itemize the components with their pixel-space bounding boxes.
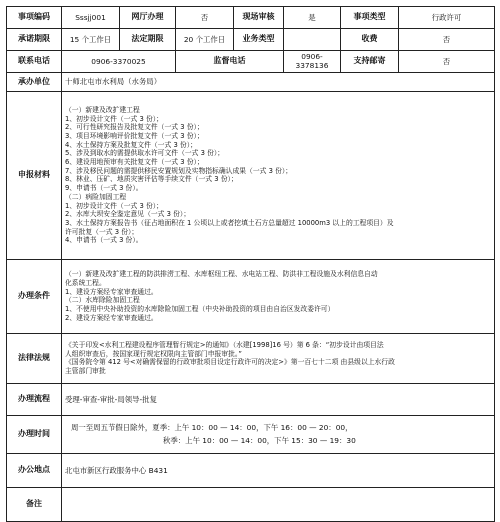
supervise-value: 0906-3378136 — [284, 51, 341, 73]
materials-line: 2、水库大坝安全鉴定意见（一式 3 份）； — [65, 210, 191, 219]
conditions-content — [62, 259, 495, 333]
materials-line: 1、初步设计文件（一式 3 份）； — [65, 201, 163, 210]
supervise-label: 监督电话 — [176, 51, 284, 73]
remark-value — [62, 487, 495, 521]
mail-label: 支持邮寄 — [341, 51, 399, 73]
materials-line: （一）新建及改扩建工程 — [65, 105, 140, 114]
law-content — [62, 333, 495, 383]
materials-line: 6、建设用地预审有关批复文件（一式 3 份）； — [65, 158, 204, 167]
materials-content — [62, 91, 495, 259]
legal-label: 法定期限 — [120, 29, 176, 51]
remark-label: 备注 — [7, 487, 62, 521]
materials-line: 5、涉及到取水的需提供取水许可文件（一式 3 份）； — [65, 149, 225, 158]
phone-value: 0906-3370025 — [62, 51, 176, 73]
row-address — [7, 453, 495, 487]
row-unit — [7, 72, 495, 91]
type-label: 事项类型 — [341, 7, 399, 29]
conditions-label: 办理条件 — [7, 259, 62, 333]
unit-value: 十师北屯市水利局（水务局） — [62, 72, 495, 91]
row-contacts — [7, 51, 495, 73]
conditions-line: （二）水库除险加固工程 — [65, 296, 140, 305]
materials-line: 3、水土保持方案报告书（征占地面积在 1 公顷以上或者挖填土石方总量超过 10000m3 以上的工程项目）及 — [65, 218, 394, 227]
row-materials — [7, 91, 495, 259]
materials-line: 许可批复（一式 3 份）； — [65, 227, 139, 236]
phone-label: 联系电话 — [7, 51, 62, 73]
hours-line-summer: 周一至周五节假日除外，夏季：上午 10：00 — 14：00，下午 16：00 — 20：00， — [71, 422, 353, 432]
row-remark — [7, 487, 495, 521]
item-info-table — [6, 6, 495, 522]
materials-line: 7、涉及移民问题的需提供移民安置规划及实物指标确认成果（一式 3 份）； — [65, 166, 293, 175]
law-line: 主管部门审批 — [65, 367, 106, 376]
process-label: 办理流程 — [7, 383, 62, 415]
conditions-line: 2、建设方案经专家审查通过。 — [65, 313, 158, 322]
onsite-value: 是 — [284, 7, 341, 29]
process-value: 受理-审查-审批-局领导-批复 — [62, 383, 495, 415]
materials-line: 9、申请书（一式 3 份）。 — [65, 184, 143, 193]
conditions-line: 化系统工程。 — [65, 279, 106, 288]
online-value: 否 — [176, 7, 234, 29]
law-line: 人组织审查后，按国家现行规定权限向主管部门申报审批。” — [65, 349, 242, 358]
law-line: 《关于印发<水利工程建设程序管理暂行规定>的通知》（水建[1998]16 号）第 6 条：“初步设计由项目法 — [65, 341, 384, 350]
law-label: 法律法规 — [7, 333, 62, 383]
hours-line-autumn: 秋季：上午 10：00 — 14：00，下午 15：30 — 19：30 — [163, 436, 356, 446]
law-line: 《国务院令第 412 号<对确需保留的行政审批项目设定行政许可的决定>》第一百七十二项 由县级以上水行政 — [65, 358, 395, 367]
hours-label: 办理时间 — [7, 415, 62, 453]
item-code-value: Sssjj001 — [62, 7, 120, 29]
row-conditions — [7, 259, 495, 333]
hours-content — [62, 415, 495, 453]
row-hours — [7, 415, 495, 453]
type-value: 行政许可 — [399, 7, 495, 29]
materials-line: 1、初步设计文件（一式 3 份）； — [65, 114, 163, 123]
fee-value: 否 — [399, 29, 495, 51]
promise-value: 15 个工作日 — [62, 29, 120, 51]
address-value: 北屯市新区行政服务中心 B431 — [62, 453, 495, 487]
mail-value: 否 — [399, 51, 495, 73]
item-code-label: 事项编码 — [7, 7, 62, 29]
materials-line: 4、申请书（一式 3 份）。 — [65, 236, 143, 245]
materials-line: 2、可行性研究报告及批复文件（一式 3 份）； — [65, 123, 204, 132]
fee-label: 收费 — [341, 29, 399, 51]
conditions-line: 1、不使用中央补助投资的水库除险加固工程（中央补助投资的项目由自治区发改委许可） — [65, 305, 335, 314]
materials-line: 8、林业、压矿、地质灾害评估等手续文件（一式 3 份）； — [65, 175, 238, 184]
unit-label: 承办单位 — [7, 72, 62, 91]
row-process — [7, 383, 495, 415]
row-law — [7, 333, 495, 383]
conditions-line: 1、建设方案经专家审查通过。 — [65, 287, 158, 296]
address-label: 办公地点 — [7, 453, 62, 487]
business-label: 业务类型 — [234, 29, 284, 51]
materials-line: 4、水土保持方案及批复文件（一式 3 份）； — [65, 140, 197, 149]
onsite-label: 现场审核 — [234, 7, 284, 29]
business-value — [284, 29, 341, 51]
row-header — [7, 7, 495, 29]
materials-line: 3、项目环境影响评价批复文件（一式 3 份）； — [65, 132, 204, 140]
conditions-line: （一）新建及改扩建工程的防洪排涝工程、水库枢纽工程、水电站工程、防洪非工程设施及水利信息自动 — [65, 270, 378, 279]
materials-line: （二）病险加固工程 — [65, 192, 127, 201]
online-label: 网厅办理 — [120, 7, 176, 29]
legal-value: 20 个工作日 — [176, 29, 234, 51]
promise-label: 承诺期限 — [7, 29, 62, 51]
materials-label: 申报材料 — [7, 91, 62, 259]
row-deadlines — [7, 29, 495, 51]
